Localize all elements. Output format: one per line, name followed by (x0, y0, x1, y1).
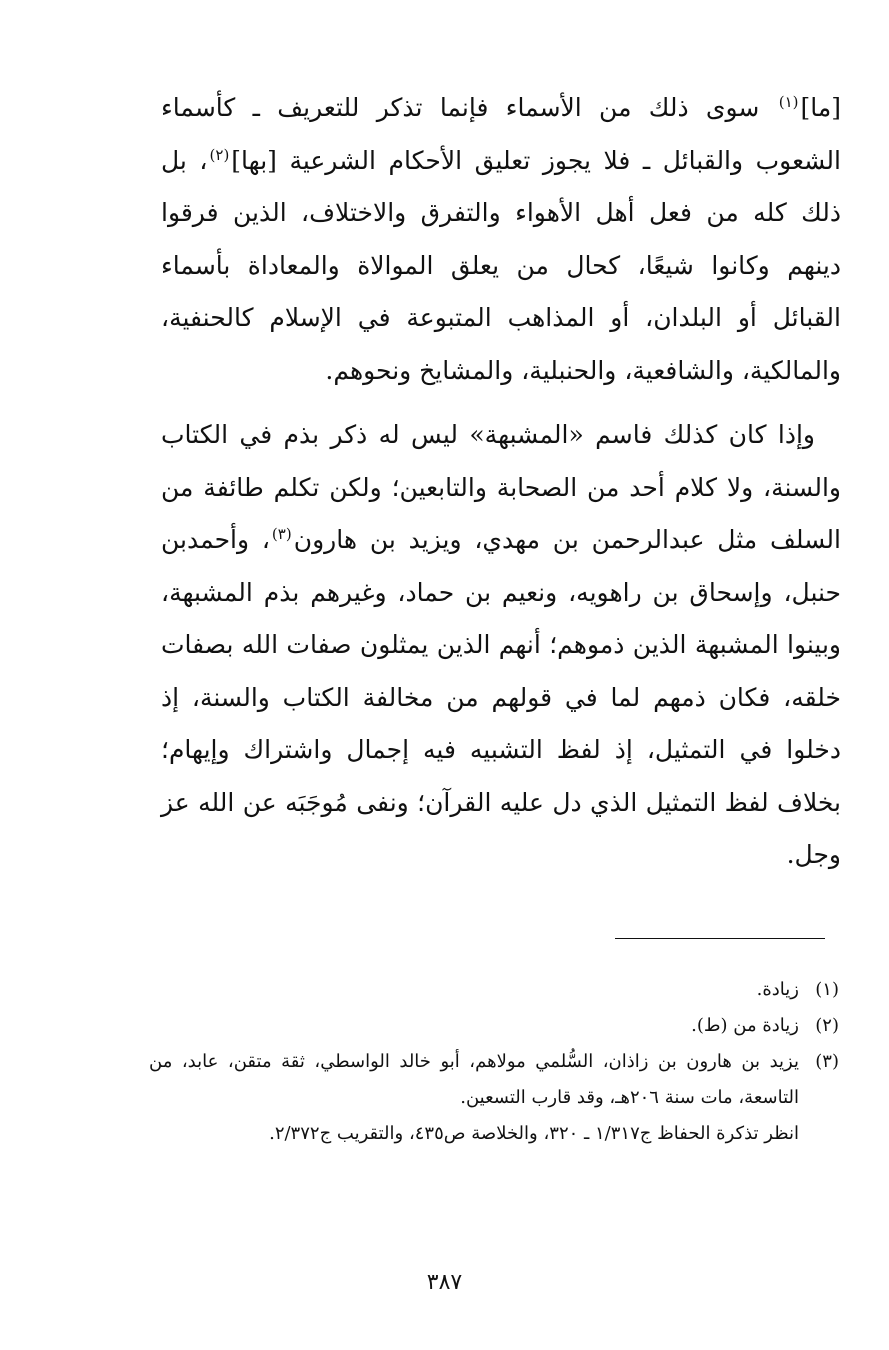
footnote-number: (٢) (815, 1015, 839, 1036)
paragraph-1-part-b: سوى ذلك من الأسماء فإنما تذكر للتعريف ـ كأسماء الشعوب والقبائل ـ فلا يجوز تعليق الأحكام الشرعية [بها] (161, 93, 841, 175)
footnote-ref-3: (٣) (271, 525, 292, 543)
paragraph-1 (161, 82, 841, 397)
page-number: ٣٨٧ (426, 1270, 463, 1295)
footnote-text (149, 972, 799, 1008)
footnote-line: زيادة. (756, 979, 799, 1000)
paragraph-2-part-a: وإذا كان كذلك فاسم «المشبهة» ليس له ذكر بذم في الكتاب والسنة، ولا كلام أحد من الصحابة والتابعين؛ ولكن تكلم طائفة من السلف مثل عبدالرحمن بن مهدي، ويزيد بن هارون (161, 420, 841, 554)
footnote-number: (١) (815, 979, 839, 1000)
footnote-number: (٣) (815, 1051, 839, 1072)
footnote-line: زيادة من (ط). (691, 1015, 799, 1036)
footnote-ref-2: (٢) (209, 145, 230, 164)
footnote-text (149, 1044, 799, 1152)
footnotes-section (149, 972, 839, 1152)
footnote-3 (149, 1044, 839, 1152)
paragraph-2-part-b: ، وأحمدبن حنبل، وإسحاق بن راهويه، ونعيم بن حماد، وغيرهم بذم المشبهة، وبينوا المشبهة الذين ذموهم؛ أنهم الذين يمثلون صفات الله بصفات خلقه، فكان ذمهم لما في قولهم من مخالفة الكتاب والسنة، إذ دخلوا في التمثيل، إذ لفظ التشبيه فيه إجمال واشتراك وإيهام؛ بخلاف لفظ التمثيل الذي دل عليه القرآن؛ ونفى مُوجَبَه عن الله عز وجل. (161, 525, 841, 869)
footnote-2 (149, 1008, 839, 1044)
footnote-line: انظر تذكرة الحفاظ ج١/٣١٧ ـ ٣٢٠، والخلاصة ص٤٣٥، والتقريب ج٢/٣٧٢. (269, 1123, 799, 1144)
paragraph-1-part-a: [ما] (800, 93, 841, 122)
footnote-divider (615, 938, 825, 939)
footnote-text (149, 1008, 799, 1044)
footnote-line: يزيد بن هارون بن زاذان، السُّلمي مولاهم، أبو خالد الواسطي، ثقة متقن، عابد، من التاسعة، مات سنة ٢٠٦هـ، وقد قارب التسعين. (149, 1051, 799, 1108)
paragraph-2 (161, 409, 841, 882)
main-text-block (161, 82, 841, 882)
paragraph-1-part-c: ، بل ذلك كله من فعل أهل الأهواء والتفرق والاختلاف، الذين فرقوا دينهم وكانوا شيعًا، كحال من يعلق الموالاة والمعاداة بأسماء القبائل أو البلدان، أو المذاهب المتبوعة في الإسلام كالحنفية، والمالكية، والشافعية، والحنبلية، والمشايخ ونحوهم. (161, 145, 841, 385)
footnote-1 (149, 972, 839, 1008)
footnote-ref-1: (١) (778, 93, 799, 111)
